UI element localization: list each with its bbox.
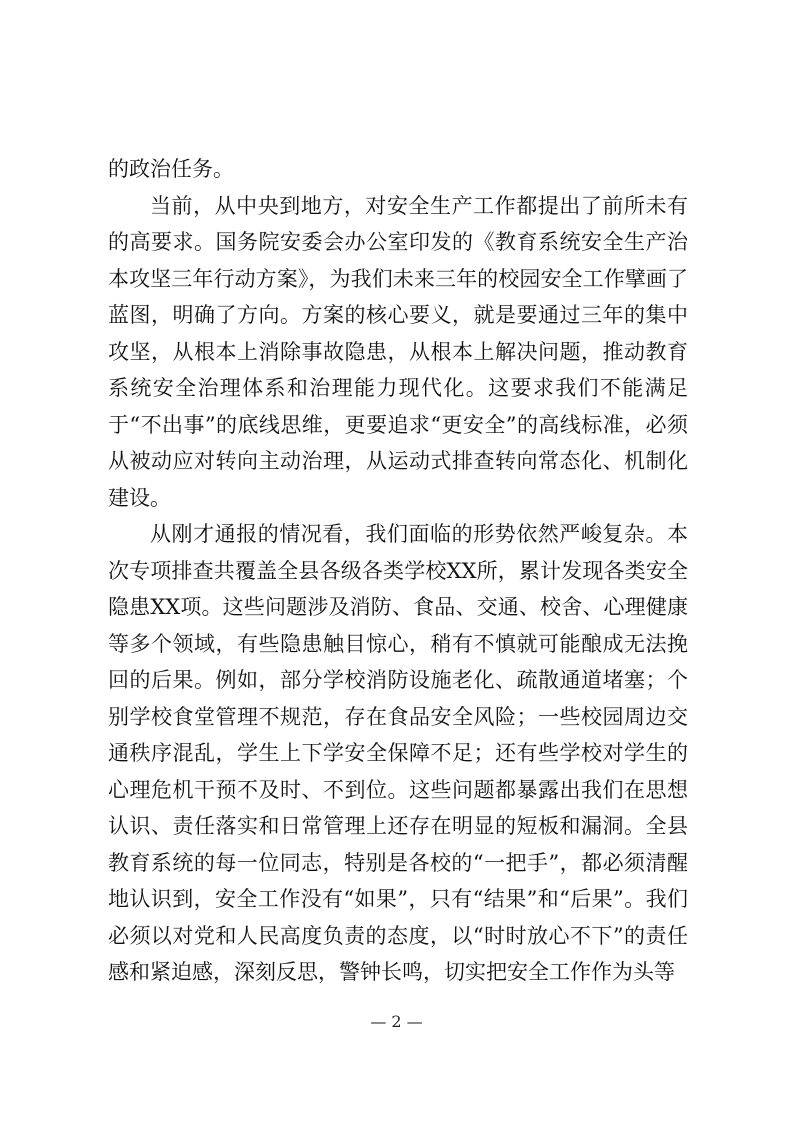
page-number: — 2 —	[370, 1012, 423, 1031]
paragraph-current-requirements: 当前，从中央到地方，对安全生产工作都提出了前所未有的高要求。国务院安委会办公室印发的《教育系统安全生产治本攻坚三年行动方案》，为我们未来三年的校园安全工作擘画了蓝图，明确了方向。方案的核心要义，就是要通过三年的集中攻坚，从根本上消除事故隐患，从根本上解决问题，推动教育系统安全治理体系和治理能力现代化。这要求我们不能满足于“不出事”的底线思维，更要追求“更安全”的高线标准，必须从被动应对转向主动治理，从运动式排查转向常态化、机制化建设。	[108, 193, 688, 510]
paragraph-continuation: 的政治任务。	[108, 157, 234, 181]
paragraph-situation-report: 从刚才通报的情况看，我们面临的形势依然严峻复杂。本次专项排查共覆盖全县各级各类学校XX所，累计发现各类安全隐患XX项。这些问题涉及消防、食品、交通、校舍、心理健康等多个领域，有些隐患触目惊心，稍有不慎就可能酿成无法挽回的后果。例如，部分学校消防设施老化、疏散通道堵塞；个别学校食堂管理不规范，存在食品安全风险；一些校园周边交通秩序混乱，学生上下学安全保障不足；还有些学校对学生的心理危机干预不及时、不到位。这些问题都暴露出我们在思想认识、责任落实和日常管理上还存在明显的短板和漏洞。全县教育系统的每一位同志，特别是各校的“一把手”，都必须清醒地认识到，安全工作没有“如果”，只有“结果”和“后果”。我们必须以对党和人民高度负责的态度，以“时时放心不下”的责任感和紧迫感，深刻反思，警钟长鸣，切实把安全工作作为头等	[108, 522, 688, 984]
body-text	[108, 151, 688, 991]
